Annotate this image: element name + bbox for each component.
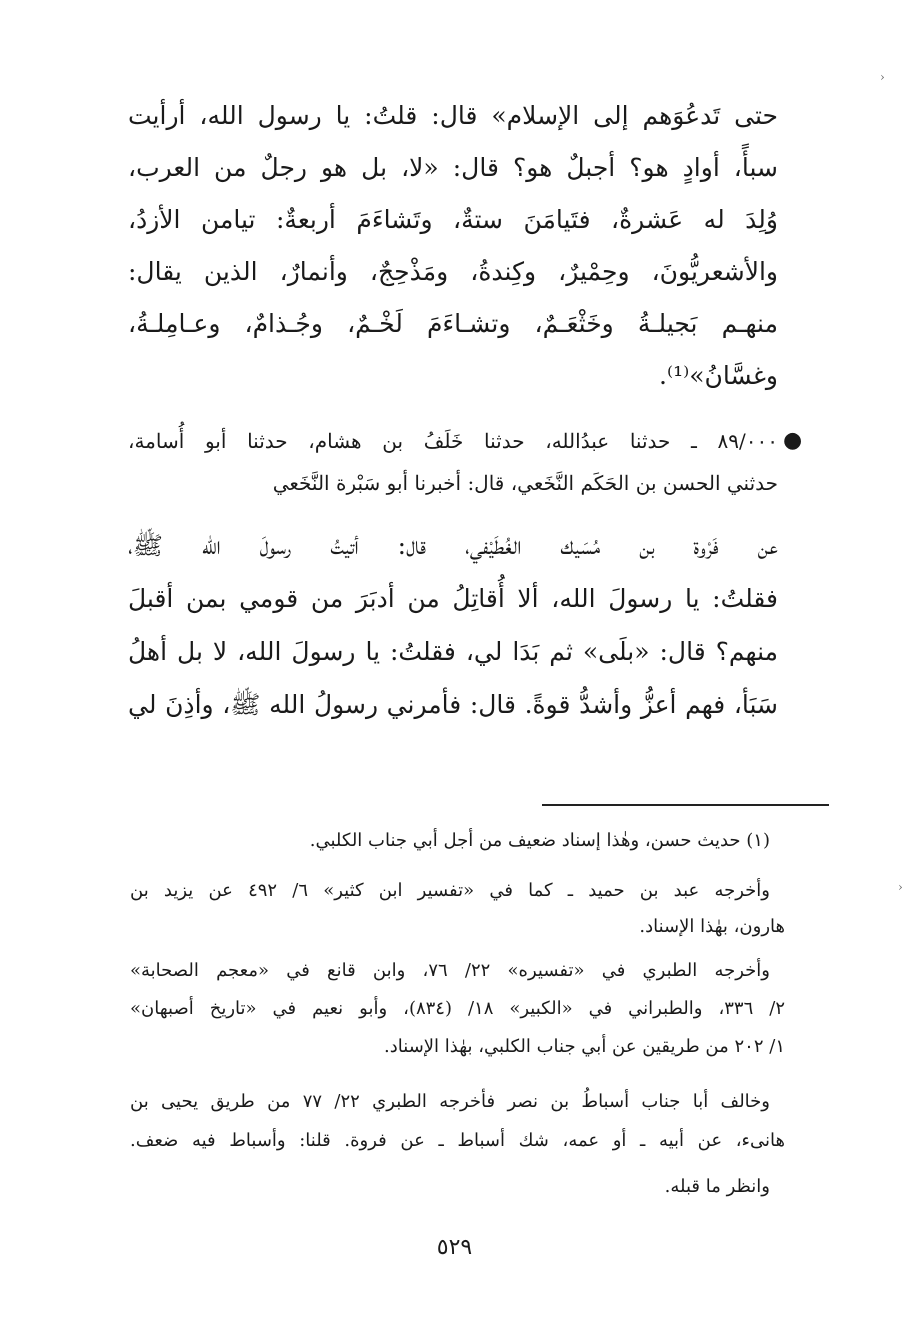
text-line: حتى تَدعُوَهم إلى الإسلام» قال: قلتُ: يا رسول الله، أرأيت bbox=[128, 101, 778, 130]
text-line: سبأً، أوادٍ هو؟ أجبلٌ هو؟ قال: «لا، بل هو رجلٌ من العرب، bbox=[128, 153, 778, 182]
text-line: والأشعريُّونَ، وحِمْيرٌ، وكِندةُ، ومَذْحِجٌ، وأنمارٌ، الذين يقال: bbox=[128, 257, 778, 286]
hadith-chain-line: حدثني الحسن بن الحَكَم النَّخَعي، قال: أخبرنا أبو سَبْرة النَّخَعي bbox=[272, 471, 778, 495]
hadith-chain-line: ٨٩/٠٠٠ ـ حدثنا عبدُالله، حدثنا خَلَفُ بن هشام، حدثنا أبو أُسامة، bbox=[128, 429, 778, 453]
footnote-line: هانىء، عن أبيه ـ أو عمه، شك أسباط ـ عن فروة. قلنا: وأسباط فيه ضعف. bbox=[130, 1130, 785, 1151]
page-number: ٥٢٩ bbox=[436, 1235, 473, 1260]
footnote-line: وأخرجه الطبري في «تفسيره» ٢٢/ ٧٦، وابن قانع في «معجم الصحابة» bbox=[130, 960, 770, 981]
footnote-line: (١) حديث حسن، وهٰذا إسناد ضعيف من أجل أبي جناب الكلبي. bbox=[309, 830, 770, 851]
text-line: منهم؟ قال: «بلَى» ثم بَدَا لي، فقلتُ: يا رسولَ الله، لا بل أهلُ bbox=[128, 637, 778, 666]
text-line: منهـم بَجيلـةُ وخَثْعَـمٌ، وتشـاءَمَ لَخْـمٌ، وجُـذامٌ، وعـامِلـةُ، bbox=[128, 309, 778, 338]
text-line: فقلتُ: يا رسولَ الله، ألا أُقاتِلُ من أدبَرَ من قومي بمن أقبلَ bbox=[128, 584, 778, 613]
footnote-line: وخالف أبا جناب أسباطُ بن نصر فأخرجه الطبري ٢٢/ ٧٧ من طريق يحيى بن bbox=[130, 1091, 770, 1112]
margin-mark: › bbox=[880, 70, 885, 84]
text-line: وُلِدَ له عَشرةٌ، فتَيامَنَ ستةٌ، وتَشاءَمَ أربعةٌ: تيامن الأزدُ، bbox=[128, 205, 778, 234]
text-line: سَبَأ، فهم أعزُّ وأشدُّ قوةً. قال: فأمرني رسولُ الله ﷺ، وأذِنَ لي bbox=[128, 690, 778, 719]
footnote-line: ١/ ٢٠٢ من طريقين عن أبي جناب الكلبي، بهٰذا الإسناد. bbox=[384, 1036, 785, 1057]
footnote-line: وانظر ما قبله. bbox=[664, 1176, 770, 1197]
text-line: وغسَّانُ»⁽¹⁾. bbox=[659, 361, 778, 390]
margin-mark: › bbox=[898, 880, 903, 894]
footnote-line: هارون، بهٰذا الإسناد. bbox=[639, 916, 785, 937]
bullet-icon: ● bbox=[783, 428, 803, 453]
footnote-line: وأخرجه عبد بن حميد ـ كما في «تفسير ابن كثير» ٦/ ٤٩٢ عن يزيد بن bbox=[130, 880, 770, 901]
text-line: عن فَرْوة بن مُسَيك الغُطَيْفي، قال: أتيتُ رسولَ الله ﷺ، bbox=[128, 531, 778, 560]
footnote-separator bbox=[542, 804, 829, 806]
footnote-line: ٢/ ٣٣٦، والطبراني في «الكبير» ١٨/ (٨٣٤)، وأبو نعيم في «تاريخ أصبهان» bbox=[130, 998, 785, 1019]
